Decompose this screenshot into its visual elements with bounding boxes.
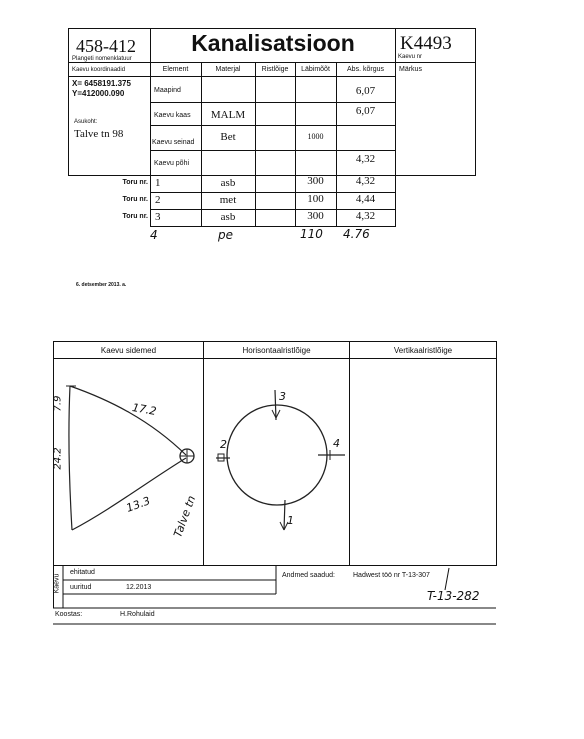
pipe-nr: 2 <box>155 194 161 206</box>
street-label: Talve tn <box>171 493 199 540</box>
section-links: Kaevu sidemed <box>100 346 157 355</box>
element-material: Bet <box>220 131 236 143</box>
built-label: ehitatud <box>70 569 95 576</box>
pipe-diameter: 100 <box>307 193 324 205</box>
footer-side-label: Kaevu <box>53 573 61 594</box>
handwritten-nr: 4 <box>150 228 158 242</box>
data-source-value: Hadwest töö nr T-13-307 <box>353 572 430 579</box>
pipe-material: met <box>219 194 237 206</box>
element-name: Kaevu seinad <box>152 139 195 146</box>
surveyed-label: uuritud <box>70 584 92 591</box>
element-height: 6,07 <box>355 105 376 117</box>
handwritten-height: 4.76 <box>343 227 370 241</box>
surveyed-value: 12.2013 <box>126 584 152 591</box>
element-height: 6,07 <box>355 85 376 97</box>
handwritten-diameter: 110 <box>300 227 323 241</box>
col-cross: Ristlõige <box>261 66 289 73</box>
dist-left-top-label: 7.9 <box>52 395 64 412</box>
col-diameter: Läbimõõt <box>301 66 330 73</box>
pipe-label: Toru nr. <box>122 179 148 186</box>
pipe-label: Toru nr. <box>122 196 148 203</box>
data-source-label: Andmed saadud: <box>282 572 335 579</box>
well-id: K4493 <box>400 33 452 54</box>
dist-left-label: 24.2 <box>52 447 64 470</box>
col-height: Abs. kõrgus <box>347 66 384 73</box>
pipe-height: 4,44 <box>355 193 376 205</box>
pipe-diameter: 300 <box>307 175 324 187</box>
col-material: Materjal <box>215 66 241 73</box>
element-name: Maapind <box>154 87 181 94</box>
coord-x: X= 6458191.375 <box>72 79 131 88</box>
sheet-label: Plangeti nomenklatuur <box>72 56 132 62</box>
section-horizontal: Horisontaalristlõige <box>242 346 311 355</box>
handwritten-note: T-13-282 <box>427 589 480 603</box>
element-name: Kaevu põhi <box>154 160 190 167</box>
pipe-2-label: 2 <box>220 438 227 451</box>
element-height: 4,32 <box>355 153 376 165</box>
location-value: Talve tn 98 <box>74 128 124 140</box>
date-note: 6. detsember 2013. a. <box>76 282 127 288</box>
compiled-value: H.Rohulaid <box>120 611 155 618</box>
pipe-height: 4,32 <box>355 175 376 187</box>
pipe-1-label: 1 <box>287 514 294 527</box>
section-vertical: Vertikaalristlõige <box>393 346 453 355</box>
dist-bottom-label: 13.3 <box>124 494 152 515</box>
pipe-label: Toru nr. <box>122 213 148 220</box>
element-name: Kaevu kaas <box>154 112 191 119</box>
pipe-nr: 1 <box>155 177 161 189</box>
well-id-label: Kaevu nr <box>398 54 423 60</box>
col-element: Element <box>162 66 189 73</box>
handwritten-material: pe <box>218 228 233 242</box>
pipe-3-label: 3 <box>279 390 286 403</box>
element-diameter: 1000 <box>307 132 324 141</box>
pipe-material: asb <box>220 211 236 223</box>
coords-label: Kaevu koordinaadid <box>72 67 126 73</box>
pipe-height: 4,32 <box>355 210 376 222</box>
page-title: Kanalisatsioon <box>191 30 355 56</box>
compiled-label: Koostas: <box>55 611 83 618</box>
pipe-diameter: 300 <box>307 210 324 222</box>
dist-top-label: 17.2 <box>131 400 158 419</box>
element-material: MALM <box>210 109 246 121</box>
sheet-number: 458-412 <box>76 36 136 56</box>
col-note: Märkus <box>399 66 422 73</box>
pipe-4-label: 4 <box>333 437 340 450</box>
pipe-nr: 3 <box>155 211 161 223</box>
pipe-material: asb <box>220 177 236 189</box>
coord-y: Y=412000.090 <box>72 89 125 98</box>
location-label: Asukoht: <box>74 119 98 125</box>
